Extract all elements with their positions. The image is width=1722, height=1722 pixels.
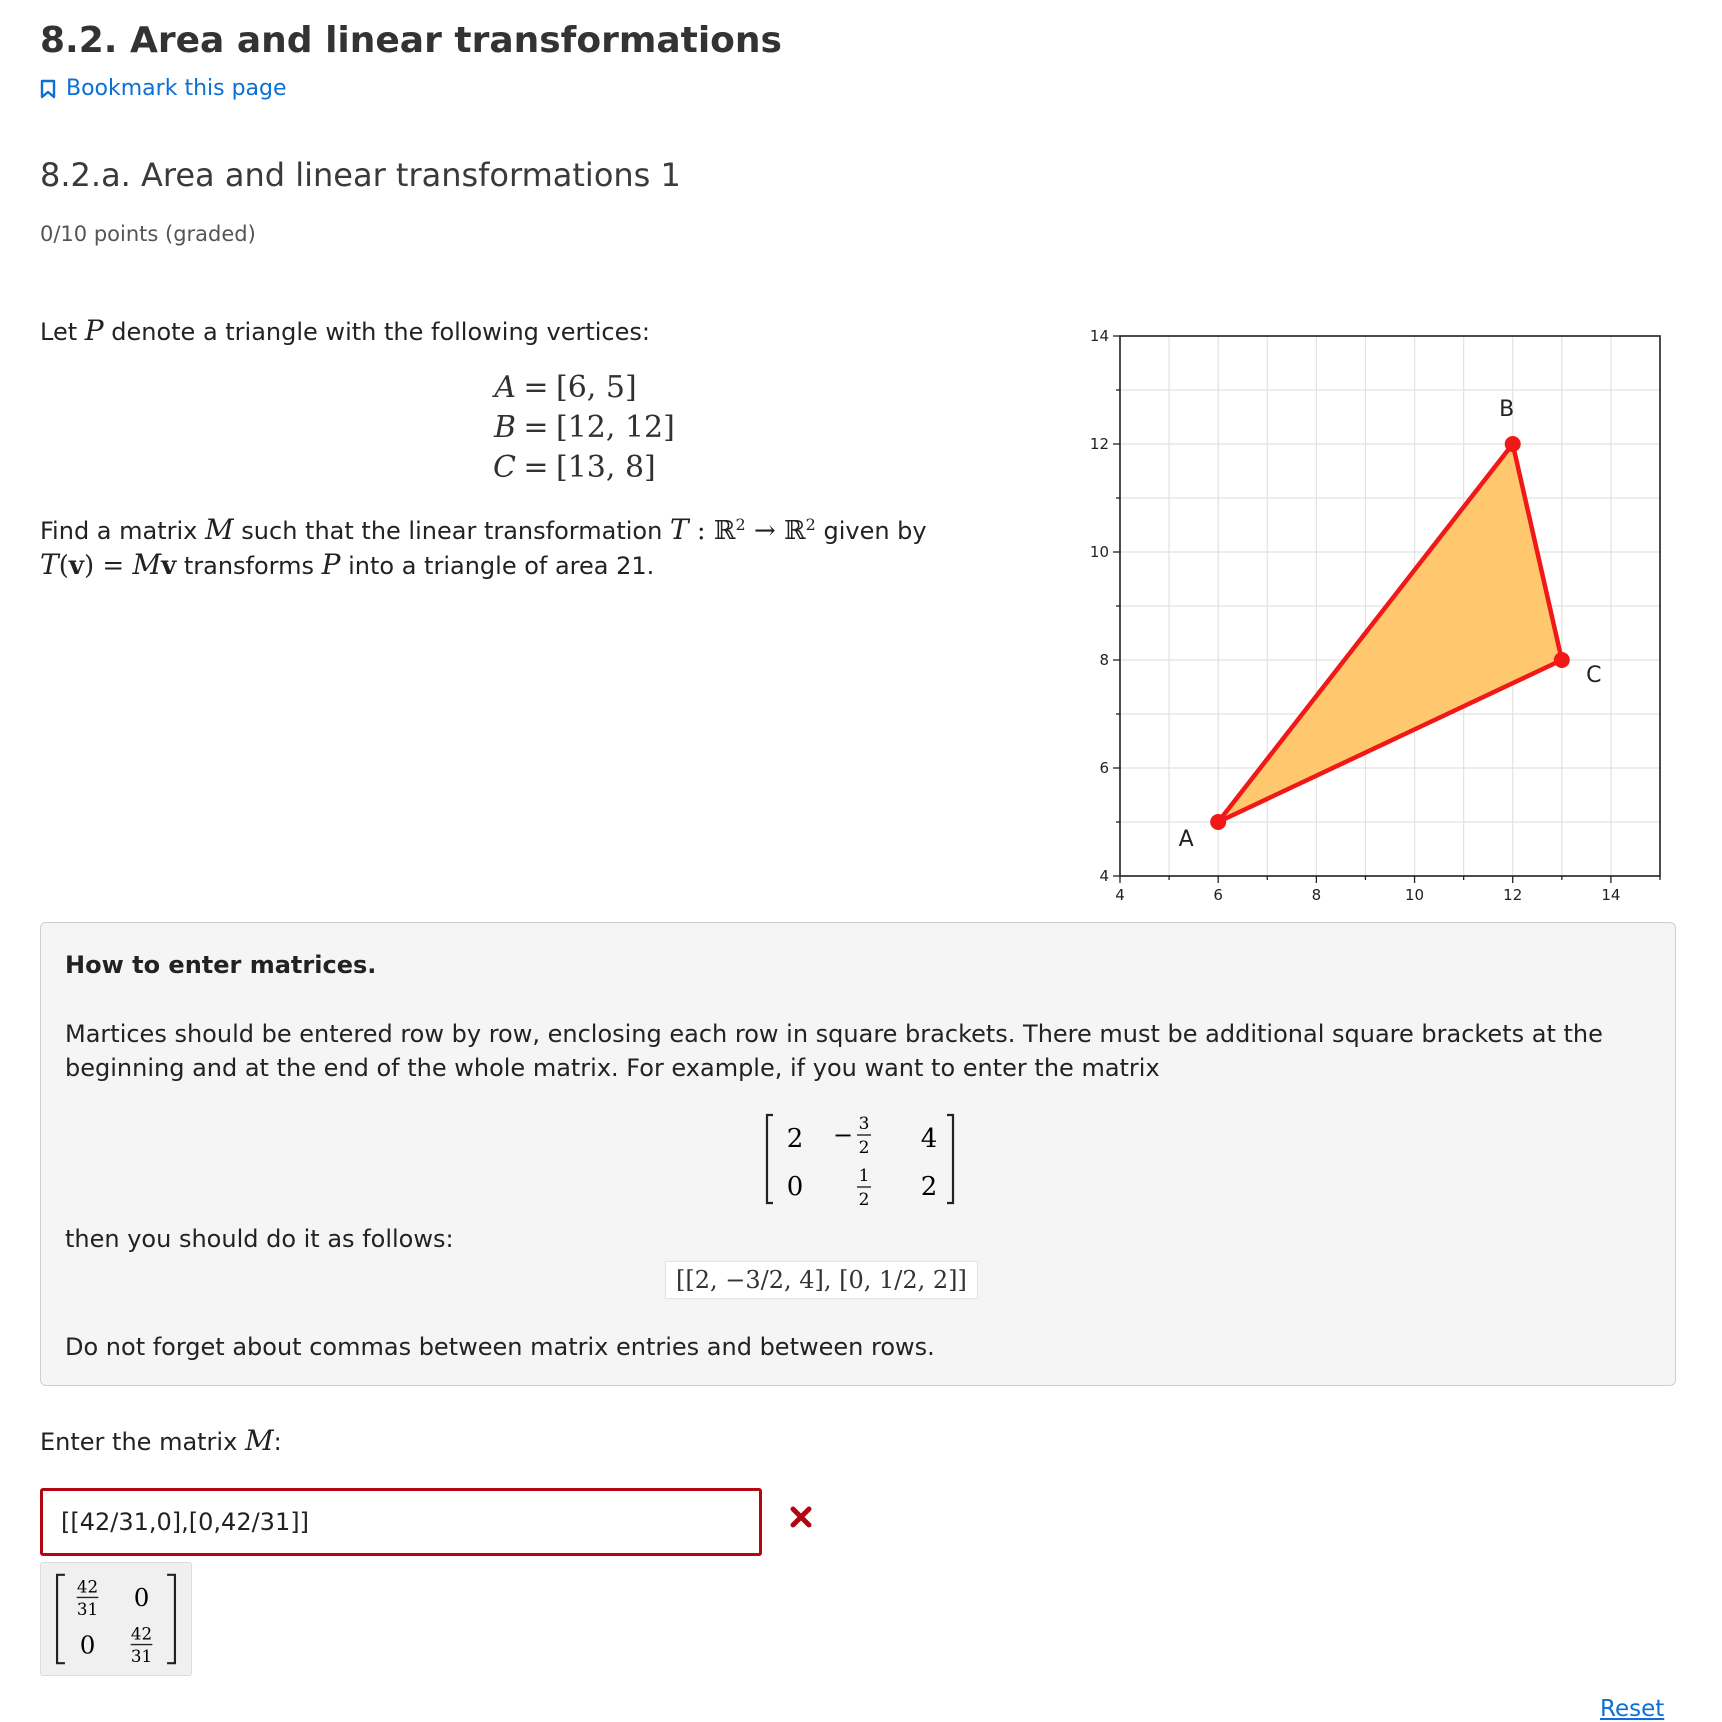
- y-tick-label: 4: [1099, 867, 1109, 885]
- vertex-label: B: [1499, 397, 1515, 422]
- vertex-label: C: [1586, 663, 1602, 688]
- help-title: How to enter matrices.: [65, 951, 377, 979]
- math-var: T: [669, 513, 689, 546]
- math-symbol: →: [745, 516, 785, 546]
- vertex-point: [1210, 814, 1226, 830]
- vertex-value: [13, 8]: [556, 450, 656, 485]
- preview-entry: 0: [133, 1583, 150, 1613]
- vertex-row: B = [12, 12]: [440, 408, 675, 448]
- x-tick-label: 6: [1213, 886, 1223, 904]
- help-paragraph: Martices should be entered row by row, enclosing each row in square brackets. There must be additional square brackets at the beginning and at the end of the whole matrix. For example, if you want to enter the matrix: [65, 1020, 1603, 1082]
- x-tick-label: 10: [1404, 886, 1425, 904]
- math-var: M: [244, 1424, 274, 1457]
- problem-intro: [40, 314, 650, 347]
- answer-label-text: :: [273, 1428, 282, 1456]
- matrix-numerator: 1: [858, 1166, 870, 1186]
- problem-title: 8.2.a. Area and linear transformations 1: [40, 156, 681, 194]
- preview-numerator: 42: [76, 1576, 99, 1597]
- preview-entry: 0: [79, 1630, 96, 1660]
- x-tick-label: 4: [1115, 886, 1125, 904]
- question-text: transforms: [176, 552, 322, 580]
- example-matrix: [763, 1109, 963, 1209]
- matrix-entry: 2: [920, 1172, 938, 1202]
- bookmark-icon: [40, 79, 56, 99]
- y-tick-label: 12: [1089, 435, 1109, 453]
- vertex-label: A: [1178, 827, 1194, 852]
- intro-suffix: denote a triangle with the following vertices:: [103, 318, 650, 346]
- preview-denominator: 31: [130, 1646, 153, 1667]
- math-var: M: [132, 548, 162, 581]
- preview-denominator: 31: [76, 1599, 99, 1620]
- x-tick-label: 12: [1503, 886, 1523, 904]
- y-tick-label: 8: [1099, 651, 1109, 669]
- math-exponent: 2: [735, 515, 746, 534]
- vertex-name: A: [494, 370, 516, 405]
- vertex-point: [1554, 652, 1570, 668]
- bookmark-button[interactable]: [40, 76, 287, 101]
- math-symbol: (: [58, 551, 69, 581]
- vertex-row: C = [13, 8]: [440, 448, 675, 488]
- example-code: [[2, −3/2, 4], [0, 1/2, 2]]: [665, 1261, 978, 1299]
- matrix-denominator: 2: [858, 1138, 870, 1158]
- matrix-minus: −: [832, 1121, 854, 1149]
- question-text: given by: [815, 517, 927, 545]
- matrix-denominator: 2: [858, 1190, 870, 1209]
- question-text: such that the linear transformation: [233, 517, 670, 545]
- math-symbol: =: [94, 551, 133, 581]
- preview-numerator: 42: [130, 1623, 153, 1644]
- bookmark-label: Bookmark this page: [66, 76, 287, 101]
- math-exponent: 2: [805, 515, 816, 534]
- problem-question: [40, 508, 940, 583]
- question-text: Find a matrix: [40, 517, 205, 545]
- matrix-numerator: 3: [858, 1114, 870, 1134]
- answer-label-text: Enter the matrix: [40, 1428, 245, 1456]
- answer-preview: [40, 1562, 192, 1676]
- triangle-shape: [1218, 444, 1562, 822]
- math-var: v: [161, 551, 177, 581]
- math-var: P: [321, 548, 341, 581]
- help-note: Do not forget about commas between matrix entries and between rows.: [65, 1333, 935, 1361]
- vertices-list: [440, 368, 675, 488]
- vertex-name: B: [493, 410, 516, 445]
- intro-var: P: [84, 314, 104, 347]
- page-title: 8.2. Area and linear transformations: [40, 20, 782, 61]
- help-box: [40, 922, 1676, 1386]
- points-label: 0/10 points (graded): [40, 222, 256, 246]
- question-text: into a triangle of area 21.: [340, 552, 655, 580]
- y-tick-label: 10: [1089, 543, 1109, 561]
- x-tick-label: 14: [1601, 886, 1621, 904]
- math-var: M: [205, 513, 234, 546]
- help-then-text: then you should do it as follows:: [65, 1225, 454, 1253]
- math-var: T: [40, 548, 59, 581]
- math-symbol: ): [83, 551, 95, 581]
- math-symbol: ℝ: [713, 516, 736, 546]
- math-symbol: :: [688, 516, 714, 546]
- vertex-value: [12, 12]: [556, 410, 675, 445]
- matrix-answer-input[interactable]: [40, 1488, 762, 1556]
- incorrect-icon: [790, 1506, 812, 1528]
- vertex-name: C: [493, 450, 516, 485]
- triangle-plot: [1060, 318, 1680, 918]
- matrix-entry: 4: [920, 1124, 938, 1154]
- matrix-entry: 2: [786, 1124, 804, 1154]
- y-tick-label: 14: [1089, 327, 1109, 345]
- matrix-entry: 0: [786, 1172, 804, 1202]
- math-var: v: [68, 551, 84, 581]
- y-tick-label: 6: [1099, 759, 1109, 777]
- vertex-value: [6, 5]: [556, 370, 637, 405]
- vertex-point: [1505, 436, 1521, 452]
- math-symbol: ℝ: [784, 516, 806, 546]
- intro-prefix: Let: [40, 318, 85, 346]
- x-tick-label: 8: [1311, 886, 1322, 904]
- vertex-row: A = [6, 5]: [440, 368, 675, 408]
- answer-label: [40, 1424, 282, 1457]
- reset-button[interactable]: Reset: [1600, 1696, 1665, 1722]
